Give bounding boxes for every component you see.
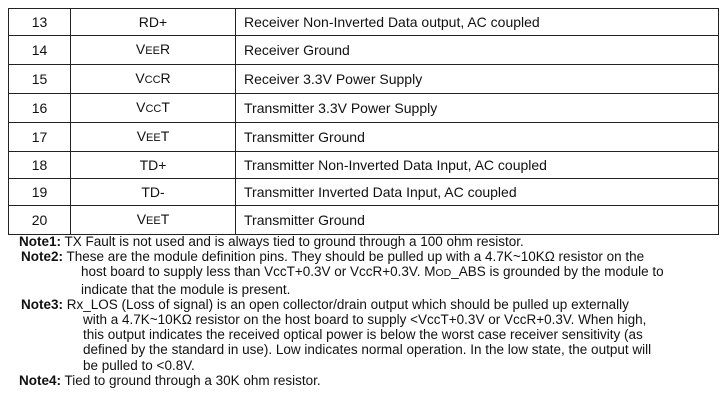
pin-symbol: TD+ [71, 152, 236, 179]
symbol-sub: CC [145, 103, 162, 115]
pin-number: 17 [9, 123, 71, 152]
note-text-segment: _ABS is grounded by the module to [451, 264, 664, 280]
note-text-line [21, 264, 715, 281]
note-2 [19, 249, 715, 297]
symbol-tail: T [160, 128, 170, 144]
symbol-sub: EE [145, 45, 160, 57]
symbol-main: V [135, 41, 146, 57]
note-label: Note4: [19, 372, 62, 388]
note-text: Tied to ground through a 30K ohm resistor. [61, 372, 321, 388]
pin-symbol [71, 94, 236, 123]
symbol-main: V [136, 128, 147, 144]
notes-section [19, 234, 715, 388]
symbol-sub: CC [144, 74, 161, 86]
table-row [9, 152, 719, 179]
symbol-tail: T [161, 99, 170, 115]
table-row [9, 179, 719, 206]
pin-symbol: RD+ [71, 9, 236, 36]
pin-description: Receiver 3.3V Power Supply [236, 65, 719, 94]
note-text-segment: host board to supply less than VccT+0.3V or VccR+0.3V. M [81, 264, 436, 280]
pin-number: 16 [9, 94, 71, 123]
note-4 [19, 373, 715, 388]
pin-number: 20 [9, 206, 71, 235]
note-text: TX Fault is not used and is always tied to ground through a 100 ohm resistor. [61, 234, 524, 249]
note-text: These are the module definition pins. They should be pulled up with a 4.7K~10KΩ resistor on the [63, 249, 645, 265]
table-row [9, 123, 719, 152]
note-label: Note1: [19, 234, 62, 249]
pin-description: Transmitter Ground [236, 123, 719, 152]
note-text-line: defined by the standard in use). Low indicates normal operation. In the low state, the output will [83, 342, 652, 358]
note-label: Note3: [21, 296, 64, 312]
symbol-tail: R [160, 70, 171, 86]
note-text-line: indicate that the module is present. [81, 281, 291, 297]
pin-symbol [71, 36, 236, 65]
pin-symbol [71, 206, 236, 235]
table-row [9, 36, 719, 65]
table-row [9, 94, 719, 123]
pin-number: 15 [9, 65, 71, 94]
note-text-smallcaps: OD [435, 267, 452, 280]
note-3 [19, 297, 715, 373]
table-row [9, 65, 719, 94]
pin-description: Transmitter Inverted Data Input, AC coupled [236, 179, 719, 206]
pin-number: 19 [9, 179, 71, 206]
note-1 [19, 234, 715, 249]
pin-description: Receiver Non-Inverted Data output, AC coupled [236, 9, 719, 36]
symbol-main: V [135, 70, 145, 86]
pin-definition-table [8, 8, 719, 235]
note-label: Note2: [21, 249, 64, 265]
symbol-tail: R [159, 41, 171, 57]
symbol-main: V [136, 211, 147, 227]
pin-number: 14 [9, 36, 71, 65]
note-text-line: with a 4.7K~10KΩ resistor on the host board to supply <VccT+0.3V or VccR+0.3V. When high, [83, 312, 647, 328]
note-text: Rx_LOS (Loss of signal) is an open collector/drain output which should be pulled up externally [63, 296, 629, 312]
pin-description: Transmitter Non-Inverted Data Input, AC coupled [236, 152, 719, 179]
pin-number: 13 [9, 9, 71, 36]
symbol-main: V [136, 99, 146, 115]
note-text-line: be pulled to <0.8V. [83, 357, 195, 373]
symbol-sub: EE [146, 132, 161, 144]
pin-description: Receiver Ground [236, 36, 719, 65]
pin-description: Transmitter Ground [236, 206, 719, 235]
pin-description: Transmitter 3.3V Power Supply [236, 94, 719, 123]
pin-symbol [71, 123, 236, 152]
note-text-line: this output indicates the received optical power is below the worst case receiver sensitivity (as [83, 327, 643, 343]
table-row [9, 206, 719, 235]
table-row [9, 9, 719, 36]
pin-symbol [71, 65, 236, 94]
pin-symbol: TD- [71, 179, 236, 206]
pin-number: 18 [9, 152, 71, 179]
symbol-sub: EE [146, 215, 161, 227]
symbol-tail: T [160, 211, 170, 227]
